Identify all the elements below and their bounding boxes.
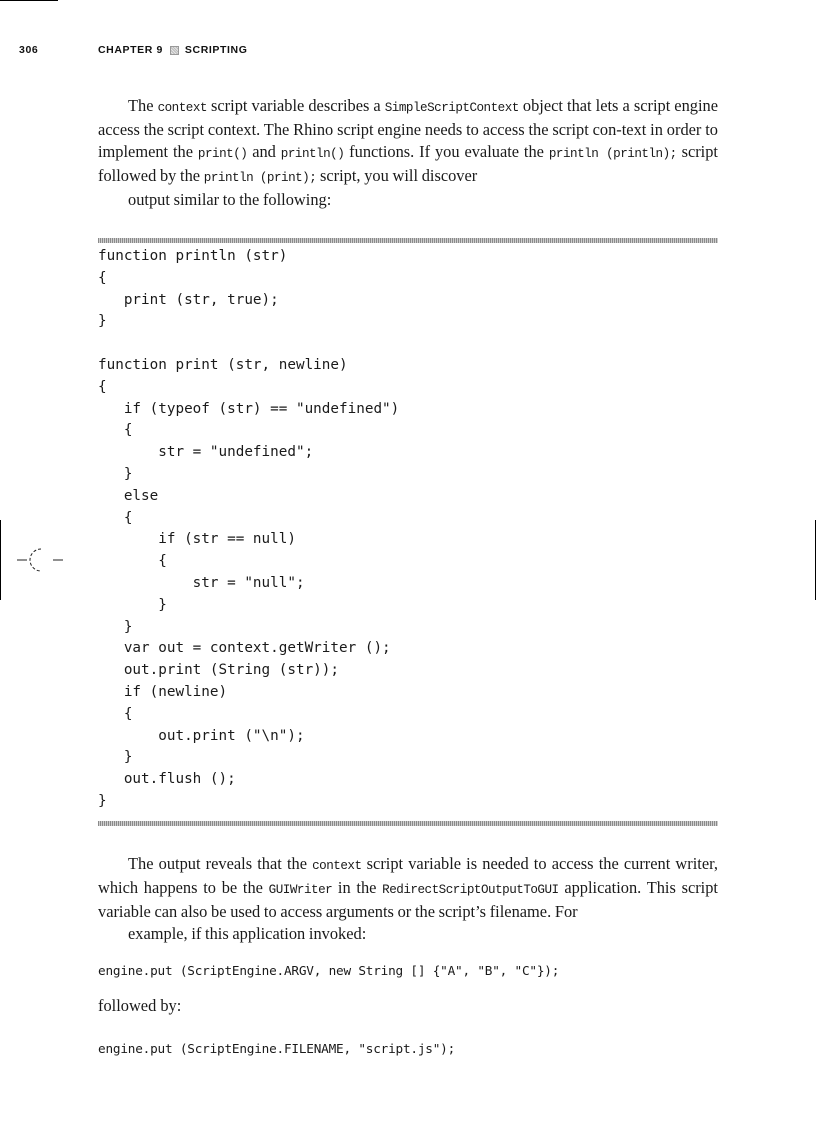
code-line: { (98, 705, 133, 722)
code-line: } (98, 465, 133, 482)
output-text-4: application. This script variable can also be used to access arguments or the script’s filename. For (98, 878, 718, 921)
code-line: } (98, 749, 133, 766)
intro-paragraph (98, 95, 718, 211)
inline-code-println: println() (280, 147, 345, 161)
code-line: print (str, true); (98, 291, 279, 308)
code-line: { (98, 553, 167, 570)
code-line: } (98, 618, 133, 635)
code-line: { (98, 269, 107, 286)
intro-text-last: output similar to the following: (128, 190, 332, 209)
code-line: if (str == null) (98, 531, 296, 548)
output-text-2: script variable is needed to access the current writer, which happens to be the (98, 854, 719, 897)
intro-text-1: The (128, 96, 158, 115)
intro-paragraph-block (98, 95, 718, 211)
intro-text-6: script followed by the (98, 142, 718, 185)
inline-code-println-println: println (println); (548, 147, 677, 161)
code-line: out.print ("\n"); (98, 727, 305, 744)
intro-text-7: script, you will discover (316, 166, 478, 185)
code-line: str = "undefined"; (98, 444, 314, 461)
inline-code-simplescriptcontext: SimpleScriptContext (384, 101, 519, 115)
code-line: out.print (String (str)); (98, 662, 340, 679)
code-line: if (newline) (98, 683, 228, 700)
header-separator-square (170, 46, 179, 55)
code-line: else (98, 487, 159, 504)
code-line: var out = context.getWriter (); (98, 640, 391, 657)
code-line: function println (str) (98, 248, 288, 264)
followed-by-text: followed by: (98, 996, 182, 1015)
code-snippet-argv: engine.put (ScriptEngine.ARGV, new String [] {"A", "B", "C"}); (98, 963, 560, 978)
inline-code-print: print() (197, 147, 248, 161)
inline-code-context: context (312, 859, 362, 873)
page-number: 306 (19, 44, 39, 56)
code-line: { (98, 509, 133, 526)
inline-code-println-print: println (print); (203, 171, 317, 185)
corner-rule (0, 0, 58, 1)
intro-text-4: and (247, 142, 281, 161)
output-text-last: example, if this application invoked: (128, 924, 367, 943)
code-line: if (typeof (str) == "undefined") (98, 400, 400, 417)
code-line: str = "null"; (98, 574, 305, 591)
registration-mark-icon (17, 545, 63, 575)
intro-text-2: script variable describes a (206, 96, 385, 115)
crop-line-left (0, 520, 1, 600)
code-rule-bottom (98, 821, 718, 826)
code-line: { (98, 422, 133, 439)
inline-code-context: context (157, 101, 207, 115)
output-paragraph (98, 853, 718, 945)
code-line: function print (str, newline) (98, 356, 348, 373)
output-text-1: The output reveals that the (128, 854, 313, 873)
inline-code-guiwriter: GUIWriter (268, 883, 333, 897)
output-text-3: in the (332, 878, 383, 897)
code-line: } (98, 313, 107, 330)
inline-code-redirect-class: RedirectScriptOutputToGUI (382, 883, 559, 897)
chapter-label: CHAPTER 9 (98, 44, 163, 56)
code-line: } (98, 596, 167, 613)
code-rule-top (98, 238, 718, 243)
code-line: } (98, 792, 107, 809)
code-line: out.flush (); (98, 771, 236, 788)
section-label: SCRIPTING (184, 44, 248, 56)
running-header (19, 43, 248, 57)
code-snippet-filename: engine.put (ScriptEngine.FILENAME, "script.js"); (98, 1041, 456, 1056)
output-paragraph-block (98, 853, 718, 945)
intro-text-3: object that lets a script engine access the script context. The Rhino script engine needs to access the script con-text in order to implement the (98, 96, 718, 161)
intro-text-5: functions. If you evaluate the (344, 142, 549, 161)
code-listing (98, 246, 718, 813)
code-line (98, 333, 718, 355)
code-line: { (98, 378, 107, 395)
